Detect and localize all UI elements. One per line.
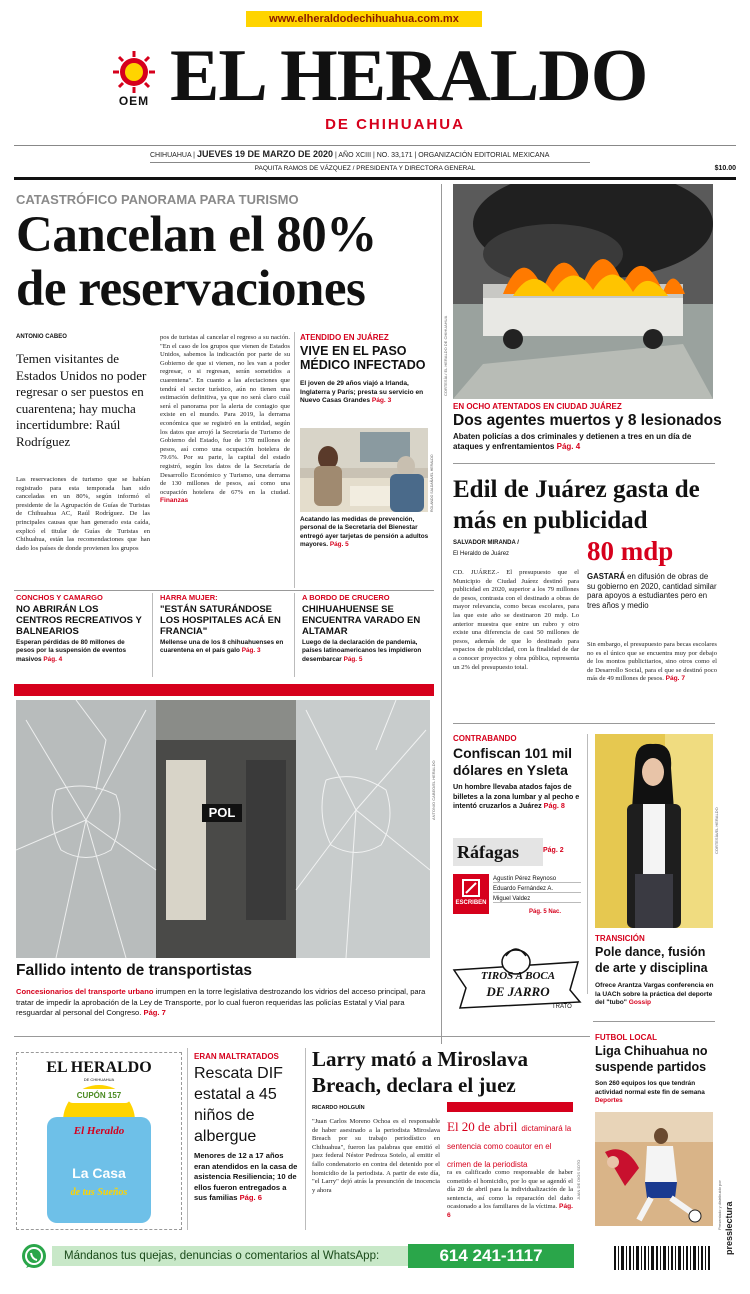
coupon-number: CUPÓN 157 [67,1089,131,1103]
vivepaso-ref[interactable]: Pág. 3 [371,397,392,404]
larry-ref[interactable]: Pág. 6 [447,1203,573,1219]
whatsapp-text: Mándanos tus quejas, denuncias o comentarios al WhatsApp: [52,1246,408,1266]
bus-text [453,432,693,452]
dif-text [194,1151,298,1204]
whatsapp-bar[interactable] [20,1243,574,1269]
brief-1[interactable] [16,593,144,664]
coupon-brand: EL HERALDO [46,1059,152,1076]
pole-body: Ofrece Arantza Vargas conferencia en la UACh sobre la práctica del deporte del "tubo" [595,982,714,1006]
brief-2-kicker: HARRA MUJER: [160,593,218,602]
website-url[interactable]: www.elheraldodechihuahua.com.mx [246,11,482,27]
futbol-kicker: FUTBOL LOCAL [595,1033,658,1042]
dif-body: Menores de 12 a 17 años eran atendidos en la casa de asistencia Resiliencia; 10 de ellos fueron entregados a sus familias [194,1151,298,1202]
barcode [614,1246,710,1270]
lead-col2 [160,334,290,506]
bus-fire-photo [453,184,713,399]
dif-kicker: ERAN MALTRATADOS [194,1052,279,1061]
brief-3-ref[interactable]: Pág. 5 [343,655,363,663]
barcode-icon [614,1246,710,1270]
pension-caption-text: Acatando las medidas de prevención, personal de la Secretaría del Bienestar entregó ayer tarjetas de pensión a adultos mayores. [300,516,429,548]
pension-photo [300,428,428,512]
dateline-city: CHIHUAHUA [150,152,192,159]
pole-text [595,982,717,1008]
brief-1-text: Esperan pérdidas de 80 millones de pesos por la suspensión de eventos masivos [16,639,127,663]
brief-3-kicker: A BORDO DE CRUCERO [302,593,390,602]
contrabando-text [453,782,581,811]
pension-caption-ref[interactable]: Pág. 5 [329,540,349,548]
bus-kicker: EN OCHO ATENTADOS EN CIUDAD JUÁREZ [453,402,622,411]
futbol-text [595,1080,717,1106]
contrabando-ref[interactable]: Pág. 8 [543,801,565,810]
brief-2-headline: "ESTÁN SATURÁNDOSE LOS HOSPITALES ACÁ EN FRANCIA" [160,604,281,637]
larry-headline[interactable]: Larry mató a Miroslava Breach, declara el juez [312,1047,528,1097]
pole-photo-credit: CORTESÍA/EL HERALDO [714,807,719,854]
edil-amount-bold: GASTARÁ [587,572,625,581]
edil-ref[interactable]: Pág. 7 [665,675,686,683]
edil-col2 [587,641,717,684]
oem-label: OEM [118,94,150,108]
lead-deck: Temen visitantes de Estados Unidos no poder regresar o ser puestos en cuarentena; hay mucha incertidumbre: Raúl Rodríguez [16,351,147,449]
pole-ref[interactable]: Gossip [628,999,652,1006]
presslectura-sub: Presentado y distribuido por [717,1180,722,1230]
brief-1-ref[interactable]: Pág. 4 [43,655,63,663]
bus-headline[interactable]: Dos agentes muertos y 8 lesionados [453,412,722,429]
police-sign: POL [208,805,236,820]
oem-logo [110,48,158,110]
edil-byline: SALVADOR MIRANDA / [453,540,519,546]
larry-col2 [447,1169,573,1221]
tiros-tag: TRATO [552,1004,572,1010]
bus-ref[interactable]: Pág. 4 [556,442,581,451]
edil-headline[interactable]: Edil de Juárez gasta de más en publicidad [453,476,700,534]
coupon-line1: El Heraldo [73,1125,125,1137]
lead-kicker: CATASTRÓFICO PANORAMA PARA TURISMO [16,192,299,207]
brief-1-headline: NO ABRIRÁN LOS CENTROS RECREATIVOS Y BALNEARIOS [16,604,142,637]
contrabando-body: Un hombre llevaba atados fajos de billetes a la zona lumbar y al pecho e intentó cruzarlos a Juárez [453,782,580,810]
dif-ref[interactable]: Pág. 6 [239,1193,262,1202]
bus-text-body: Abaten policías a dos criminales y detienen a tres en un día de ataques y enfrentamientos [453,432,692,451]
vivepaso-kicker: ATENDIDO EN JUÁREZ [300,333,389,342]
futbol-body: Son 260 equipos los que tendrán actividad normal este fin de semana [595,1080,705,1096]
coupon-line3: de tus Sueños [70,1187,128,1198]
dateline-number: NO. 33,171 [376,152,413,159]
lead-col2-text: pos de turistas al cancelar el regreso a su nación. "En el caso de los grupos que vienen de Estados Unidos, sabemos la indicación por parte de su Gobierno de que si vienen, no les van a poder regresar, o si regresan, serán sometidos a cuarentena". En cuanto a las afectaciones que tendrá el sector turístico, aún no tienen una estimación definitiva, ya que no será claro cuál será el panorama por la alerta de contagio que existe en el mundo. Para 2019, la derrama económica que se registró en la entidad, según los datos que arrojó la Secretaría de Turismo de Gobierno del Estado, fue de 178 millones de pesos, así como una ocupación hotelera de 79.6%. Por su parte, la capital del estado registró, según los datos de la Secretaría de Desarrollo Económico y Turismo, una derrama de 130 millones de pesos, así como una ocupación hotelera de 67% en la ciudad. [160,334,290,496]
escriben-label: ESCRIBEN [455,900,487,906]
edil-col1: CD. JUÁREZ.- El presupuesto que el Municipio de Ciudad Juárez destinó para publicidad en 2020, superior a los 79 millones de pesos, contrasta con el destinado a obras de mayor relevancia, como becas escolares, para las que este año se destinaron 20 mdp. Lo anterior muestra que entre un rubro y otro existe una diferencia de casi 50 millones de pesos, además de que lo destinado para espacios de publicidad, con la finalidad de dar a conocer proyectos y obra pública, representa un 2% del presupuesto total. [453,569,579,671]
tiros-line2: DE JARRO [486,984,550,999]
futbol-headline[interactable]: Liga Chihuahua no suspende partidos [595,1044,708,1074]
lead-col2-ref[interactable]: Finanzas [160,497,189,505]
brief-1-kicker: CONCHOS Y CAMARGO [16,593,103,602]
presslectura-banner: presslectura [724,1201,734,1255]
coupon-brand-sub: DE CHIHUAHUA [83,1077,115,1082]
red-divider-bar [14,684,434,696]
brief-2-ref[interactable]: Pág. 3 [241,647,261,655]
dateline: CHIHUAHUA | JUEVES 19 DE MARZO DE 2020 | AÑO XCIII | NO. 33,171 | ORGANIZACIÓN EDITORIAL MEXICANA [150,149,550,159]
dateline-date: JUEVES 19 DE MARZO DE 2020 [196,149,334,159]
newspaper-subtitle: DE CHIHUAHUA [325,116,465,133]
transport-body: irrumpen en la torre legislativa destrozando los vidrios del acceso principal, para tratar de impedir la aprobación de la Ley de Transporte, por lo cual fueron requeridas las policías Estatal y Vial para resguardar al personal del Congreso. [16,987,426,1017]
brief-2-text: Mellense una de los 8 chihuahuenses en cuarentena en el país galo [160,639,284,655]
dif-headline[interactable]: Rescata DIF estatal a 45 niños de albergue [194,1065,283,1145]
pole-headline[interactable]: Pole dance, fusión de arte y disciplina [595,945,708,975]
rafagas-title: Ráfagas [453,838,543,866]
transport-text [16,987,434,1019]
president-line: PAQUITA RAMOS DE VÁZQUEZ / PRESIDENTA Y DIRECTORA GENERAL [254,165,476,172]
vivepaso-text [300,380,430,406]
contrabando-headline[interactable]: Confiscan 101 mil dólares en Ysleta [453,745,573,778]
larry-date-text: dictaminará la sentencia como coautor en el crimen de la periodista [447,1124,572,1169]
writer-3: Miguel Valdez [493,896,581,903]
coupon-line2: La Casa [72,1165,126,1181]
transport-ref[interactable]: Pág. 7 [143,1008,166,1017]
larry-date-box [447,1118,573,1172]
vivepaso-headline[interactable]: VIVE EN EL PASO MÉDICO INFECTADO [300,344,426,372]
rafagas-box[interactable] [453,838,581,928]
edil-amount-body: en difusión de obras de su gobierno en 2020, cantidad similar para apoyos a estudiantes pero en tres años y medio [587,572,717,610]
larry-col2-text: ra es calificado como responsable de haber cometido el homicidio, por lo que se agendó el día 20 de abril para la individualización de la sentencia, así como la reparación del daño ocasionado a los familiares de la víctima. [447,1169,573,1211]
newspaper-title: EL HERALDO [170,35,648,117]
larry-col1: "Juan Carlos Moreno Ochoa es el responsable de haber asesinado a la periodista Miroslava Breach por su trabajo periodístico en Chihuahua", fueron las palabras que emitió el juez federal Néstor Pedroza Sotelo, al emitir el fallo condenatorio en contra del detenido por el homicidio de la periodista. A partir de este día, "el Larry" dejó atrás la presunción de inocencia y ahora [312,1118,440,1194]
pole-dance-photo [595,734,713,928]
pen-icon [461,878,481,898]
brief-3-text: Luego de la declaración de pandemia, países latinoamericanos les impidieron desembarcar [302,639,422,663]
brief-2[interactable] [160,593,288,656]
lead-headline[interactable]: Cancelan el 80% de reservaciones [16,207,377,317]
transport-photo-credit: ANTONIO CABEO/EL HERALDO [431,760,436,820]
edil-byline2: El Heraldo de Juárez [453,551,510,557]
larry-red-bar [447,1102,573,1112]
contrabando-kicker: CONTRABANDO [453,734,517,743]
writer-1: Agustín Pérez Reynoso [493,876,581,883]
bus-photo-credit: CORTESÍA / EL HERALDO DE CHIHUAHUA [443,315,448,396]
broken-glass-photo [16,700,430,958]
tiros-line1: TIROS A BOCA [480,970,556,982]
price: $10.00 [714,165,736,172]
writer-2: Eduardo Fernández A. [493,886,581,893]
larry-byline: RICARDO HOLGUÍN [312,1105,365,1111]
lead-byline: ANTONIO CABEO [16,334,67,340]
rafagas-ref: Pág. 2 [543,847,564,854]
edil-amount-text [587,572,717,610]
coupon-ad[interactable] [16,1052,182,1230]
edil-col2-text: Sin embargo, el presupuesto para becas escolares no es el único que se encuentra muy por debajo de los montos publicitarios, sino otros como el de Desarrollo Social, para el que se destinó poco más de 49 millones de pesos. [587,641,717,683]
dateline-year: AÑO XCIII [338,152,372,159]
whatsapp-phone[interactable]: 614 241-1117 [408,1244,574,1268]
larry-date: El 20 de abril [447,1119,518,1134]
brief-3-headline: CHIHUAHUENSE SE ENCUENTRA VARADO EN ALTAMAR [302,604,421,637]
pension-photo-credit: ROLANDO SALDAÑA/EL HERALDO [430,454,434,512]
soccer-photo [595,1112,713,1226]
vivepaso-text-body: El joven de 29 años viajó a Irlanda, Inglaterra y París; presta su servicio en Nuevo Casas Grandes [300,380,424,404]
whatsapp-icon [20,1243,50,1269]
futbol-ref[interactable]: Deportes [595,1097,623,1104]
dateline-org: ORGANIZACIÓN EDITORIAL MEXICANA [418,152,550,159]
larry-photo-credit: JUAN DE DIOS SOTO [576,1159,581,1200]
pension-caption [300,516,432,549]
lead-col1: Las reservaciones de turismo que se habían registrado para esta temporada han sido canceladas en un 80%, según informó el presidente de la Agrupación de Guías de Turistas de Chihuahua AC, Raúl Rodríguez. De las principales causas que han generado esta caída, explicó el titular de Guías de Turistas en Chihuahua, están las recomendaciones que han dado los países de donde provienen los grupos [16,476,150,552]
tiros-logo[interactable] [448,942,584,1020]
writers-ref: Pág. 5 Nac. [529,909,562,915]
brief-3[interactable] [302,593,434,664]
edil-amount: 80 mdp [587,536,674,566]
escriben-badge [453,874,489,914]
transport-lead: Concesionarios del transporte urbano [16,987,154,996]
pole-kicker: TRANSICIÓN [595,934,645,943]
transport-headline[interactable]: Fallido intento de transportistas [16,962,252,979]
